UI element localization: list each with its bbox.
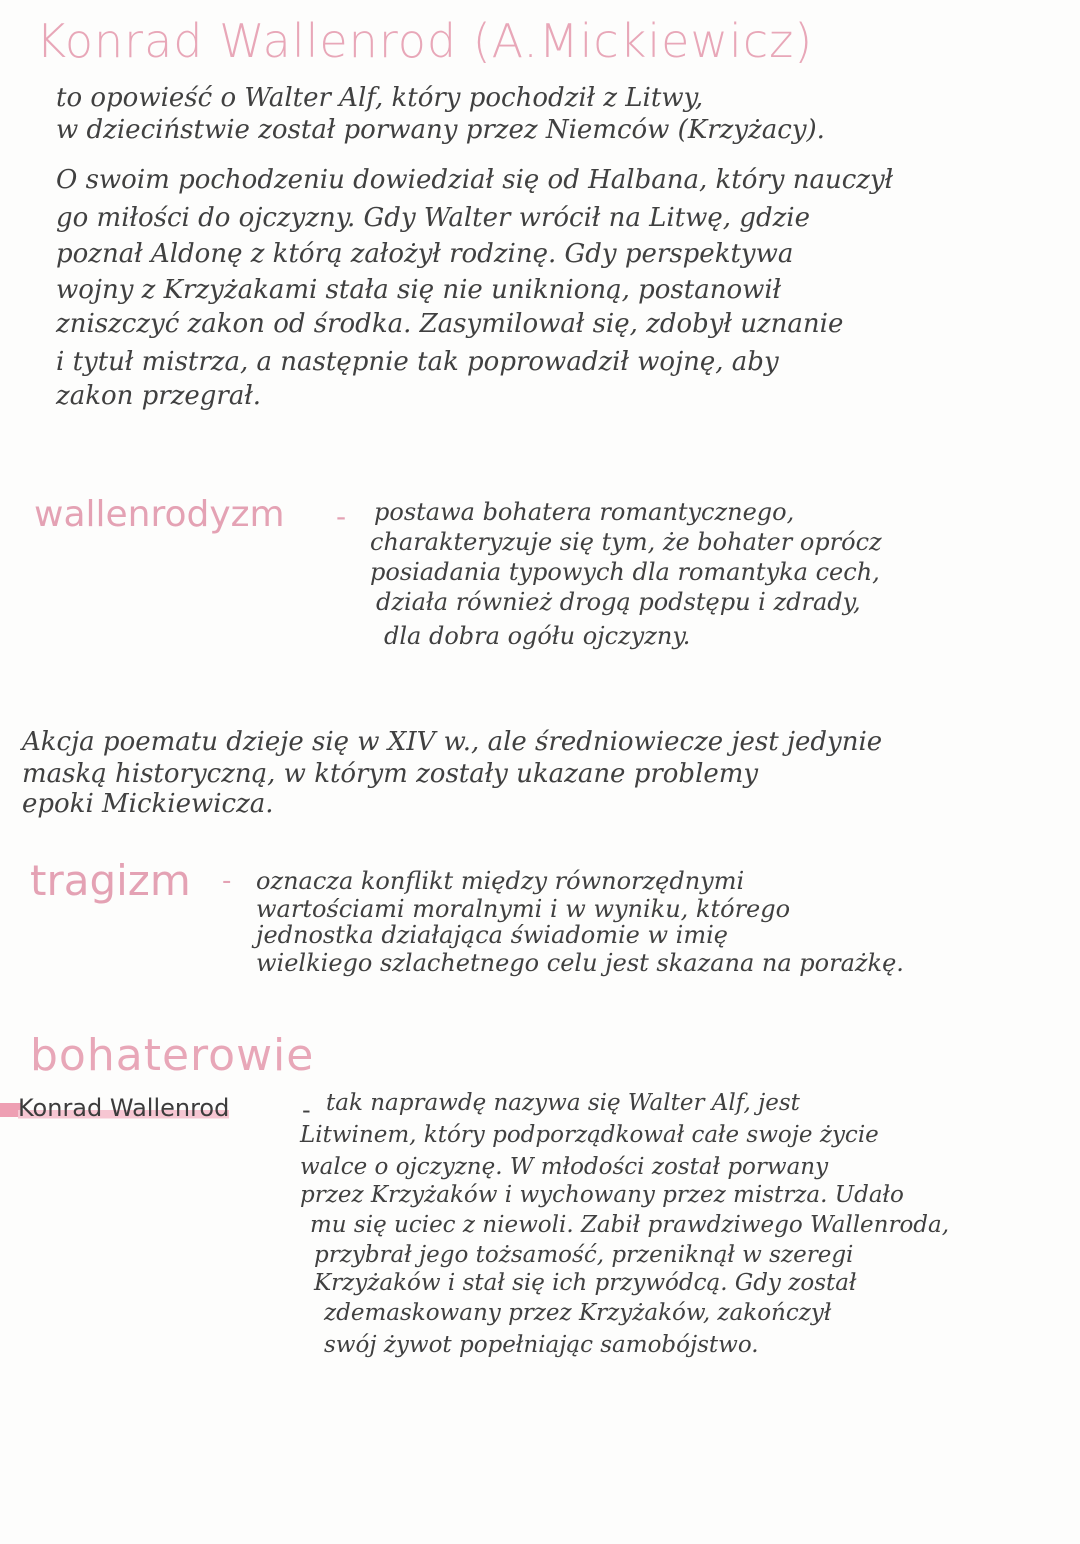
definition-line: charakteryzuje się tym, że bohater oprócz — [370, 528, 882, 556]
akcja-line: Akcja poematu dzieje się w XIV w., ale średniowiecze jest jedynie — [22, 727, 883, 757]
summary-line: i tytuł mistrza, a następnie tak poprowadził wojnę, aby — [56, 347, 779, 377]
summary-line: zniszczyć zakon od środka. Zasymilował się, zdobył uznanie — [56, 309, 844, 339]
description-line: zdemaskowany przez Krzyżaków, zakończył — [324, 1300, 832, 1326]
summary-line: wojny z Krzyżakami stała się nie uniknioną, postanowił — [56, 275, 782, 305]
term-wallenrodyzm: wallenrodyzm — [34, 494, 285, 535]
summary-line: w dzieciństwie został porwany przez Niemców (Krzyżacy). — [56, 115, 825, 145]
character-name — [18, 1094, 229, 1122]
description-line: przez Krzyżaków i wychowany przez mistrza. Udało — [300, 1182, 904, 1208]
description-line: tak naprawdę nazywa się Walter Alf, jest — [326, 1090, 800, 1116]
summary-paragraph — [56, 78, 893, 416]
description-line: swój żywot popełniając samobójstwo. — [324, 1332, 759, 1358]
summary-line: O swoim pochodzeniu dowiedział się od Halbana, który nauczył — [56, 165, 894, 195]
summary-line: to opowieść o Walter Alf, który pochodził z Litwy, — [56, 83, 704, 113]
akcja-paragraph — [22, 724, 882, 822]
character-dash: - — [302, 1096, 311, 1124]
tragizm-definition — [256, 864, 904, 980]
summary-line: zakon przegrał. — [56, 381, 262, 411]
summary-line: go miłości do ojczyzny. Gdy Walter wrócił na Litwę, gdzie — [56, 203, 811, 233]
definition-line: wielkiego szlachetnego celu jest skazana na porażkę. — [256, 949, 904, 977]
term-dash: - — [222, 866, 232, 896]
definition-line: postawa bohatera romantycznego, — [374, 498, 795, 526]
akcja-line: maską historyczną, w którym zostały ukazane problemy — [22, 759, 759, 789]
definition-line: dla dobra ogółu ojczyzny. — [384, 622, 691, 650]
description-line: przybrał jego tożsamość, przeniknął w szeregi — [314, 1242, 854, 1268]
description-line: Litwinem, który podporządkował całe swoje życie — [300, 1122, 879, 1148]
definition-line: wartościami moralnymi i w wyniku, którego — [256, 895, 791, 923]
description-line: walce o ojczyznę. W młodości został porwany — [300, 1154, 829, 1180]
wallenrodyzm-definition — [370, 494, 882, 654]
character-description — [300, 1086, 949, 1362]
description-line: mu się uciec z niewoli. Zabił prawdziwego Wallenroda, — [310, 1212, 950, 1238]
term-dash: - — [336, 500, 347, 533]
page-title: Konrad Wallenrod (A.Mickiewicz) — [36, 14, 814, 68]
section-heading-bohaterowie: bohaterowie — [30, 1030, 315, 1081]
definition-line: działa również drogą podstępu i zdrady, — [376, 588, 861, 616]
character-name-text: Konrad Wallenrod — [18, 1094, 230, 1122]
definition-line: posiadania typowych dla romantyka cech, — [370, 558, 880, 586]
description-line: Krzyżaków i stał się ich przywódcą. Gdy został — [314, 1270, 857, 1296]
summary-line: poznał Aldonę z którą założył rodzinę. Gdy perspektywa — [56, 239, 794, 269]
definition-line: jednostka działająca świadomie w imię — [256, 921, 728, 949]
akcja-line: epoki Mickiewicza. — [22, 789, 274, 819]
definition-line: oznacza konflikt między równorzędnymi — [256, 867, 745, 895]
term-tragizm: tragizm — [30, 856, 191, 905]
